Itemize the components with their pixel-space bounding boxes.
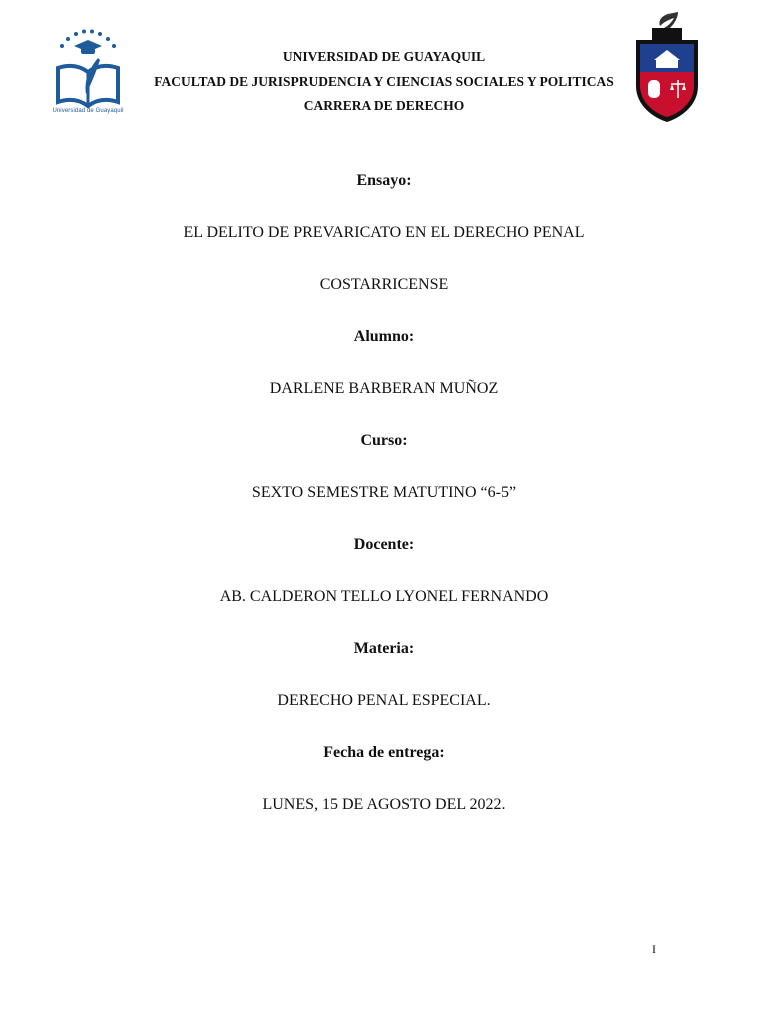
course-label: Curso:: [360, 432, 408, 449]
teacher-name: AB. CALDERON TELLO LYONEL FERNANDO: [219, 588, 549, 605]
subject-value: DERECHO PENAL ESPECIAL.: [277, 692, 491, 709]
book-and-feather-logo-icon: [48, 28, 128, 120]
student-name: DARLENE BARBERAN MUÑOZ: [269, 380, 499, 397]
student-label: Alumno:: [353, 328, 415, 345]
essay-title-line2: COSTARRICENSE: [319, 276, 449, 293]
subject-label: Materia:: [353, 640, 415, 657]
essay-title-line1: EL DELITO DE PREVARICATO EN EL DERECHO PENAL: [183, 224, 585, 241]
due-date-value: LUNES, 15 DE AGOSTO DEL 2022.: [262, 796, 506, 813]
teacher-label: Docente:: [353, 536, 415, 553]
faculty-name: FACULTAD DE JURISPRUDENCIA Y CIENCIAS SOCIALES Y POLITICAS: [154, 73, 614, 89]
page-number: I: [652, 942, 656, 956]
left-logo-caption: Universidad de Guayaquil: [52, 108, 124, 114]
essay-label: Ensayo:: [356, 172, 412, 189]
faculty-crest-shield-icon: [634, 10, 700, 126]
course-value: SEXTO SEMESTRE MATUTINO “6-5”: [251, 484, 517, 501]
career-name: CARRERA DE DERECHO: [303, 98, 465, 113]
document-header: [140, 45, 628, 119]
university-name: UNIVERSIDAD DE GUAYAQUIL: [282, 49, 486, 64]
due-date-label: Fecha de entrega:: [323, 744, 445, 761]
